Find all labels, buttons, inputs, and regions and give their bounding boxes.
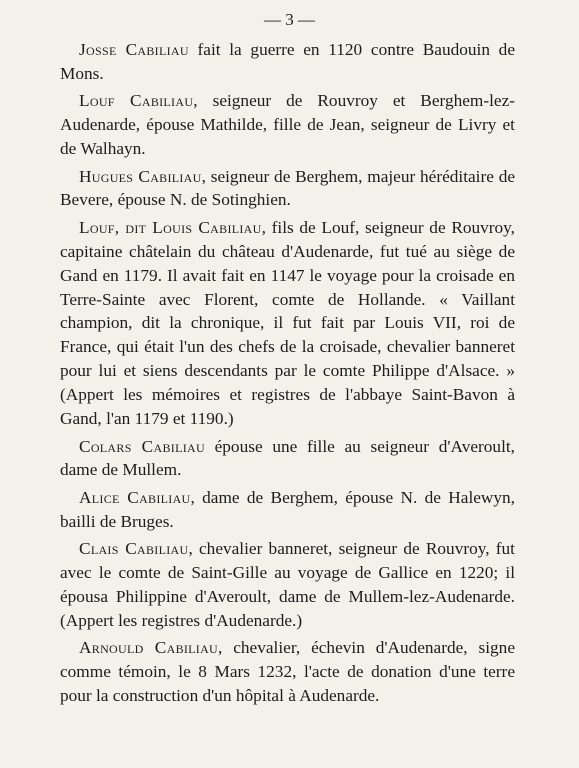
paragraph-text: fait la guerre en 1120 contre Baudouin de Mons. [60,40,515,83]
paragraph-text: , seigneur de Rouvroy et Berghem-lez-Audenarde, épouse Mathilde, fille de Jean, seigneur de Livry et de Walhayn. [60,91,515,159]
paragraph-josse [60,38,515,86]
paragraph-louis [60,216,515,431]
paragraph-hugues [60,165,515,213]
paragraph-text: , chevalier banneret, seigneur de Rouvroy, fut avec le comte de Saint-Gille au voyage de Gallice en 1220; il épousa Philippine d'Averoult, dame de Mullem-lez-Audenarde. (Appert les registres d'Audenarde.) [60,539,515,630]
paragraph-arnould [60,636,515,708]
person-name: Colars Cabiliau [79,436,205,456]
paragraph-text: , chevalier, échevin d'Audenarde, signe comme témoin, le 8 Mars 1232, l'acte de donation d'une terre pour la construction d'un hôpital à Audenarde. [60,638,515,706]
person-name: Josse Cabiliau [79,40,189,59]
person-name: Hugues Cabiliau [79,166,202,186]
body-text [60,38,515,711]
paragraph-text: , fils de Louf, seigneur de Rouvroy, capitaine châtelain du château d'Audenarde, fut tué au siège de Gand en 1179. Il avait fait en 1147 le voyage pour la croisade en Terre-Sainte avec Florent, comte de Hollande. « Vaillant champion, dit la chronique, il fut fait par Louis VII, roi de France, qui était l'un des chefs de la croisade, chevalier banneret pour lui et siens descendants par le comte Philippe d'Alsace. » (Appert les mémoires et registres de l'abbaye Saint-Bavon à Gand, l'an 1179 et 1190.) [60,217,515,429]
paragraph-colars [60,435,515,483]
paragraph-text: , seigneur de Berghem, majeur héréditaire de Bevere, épouse N. de Sotinghien. [60,166,515,210]
person-name: Louf Cabiliau [79,91,194,111]
person-name: Alice Cabiliau [79,487,191,507]
person-name: Louf, dit Louis Cabiliau [79,217,262,237]
person-name: Arnould Cabiliau [79,638,219,658]
paragraph-text: épouse une fille au seigneur d'Averoult, dame de Mullem. [60,436,515,480]
paragraph-alice [60,486,515,534]
person-name: Clais Cabiliau [79,539,189,559]
paragraph-louf [60,89,515,161]
paragraph-clais [60,537,515,633]
page-number: — 3 — [264,10,315,29]
paragraph-text: , dame de Berghem, épouse N. de Halewyn, bailli de Bruges. [60,487,515,531]
